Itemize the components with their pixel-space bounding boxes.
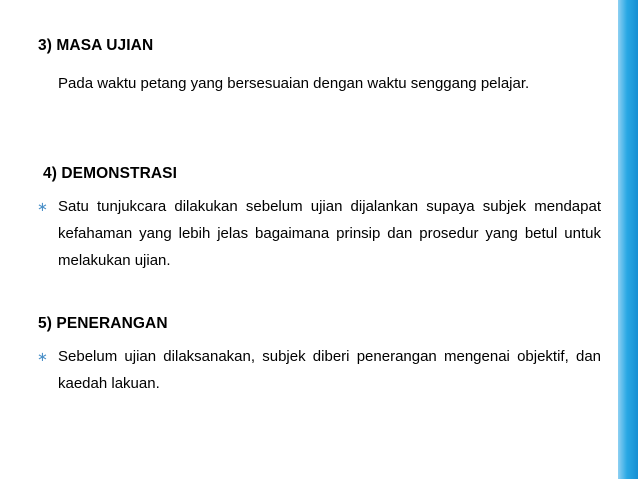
section-text-penerangan: Sebelum ujian dilaksanakan, subjek diberi penerangan mengenai objektif, dan kaedah lakuan.	[58, 348, 601, 392]
section-text-masa-ujian: Pada waktu petang yang bersesuaian dengan waktu senggang pelajar.	[58, 75, 530, 92]
section-heading-demonstrasi: 4) DEMONSTRASI	[43, 165, 178, 182]
section-heading-masa-ujian: 3) MASA UJIAN	[38, 37, 154, 54]
section-heading-penerangan: 5) PENERANGAN	[38, 315, 168, 332]
decorative-edge-bar	[618, 0, 638, 479]
bullet-icon: ∗	[37, 199, 48, 214]
section-text-demonstrasi: Satu tunjukcara dilakukan sebelum ujian dijalankan supaya subjek mendapat kefahaman yang lebih jelas bagaimana prinsip dan prosedur yang betul untuk melakukan ujian.	[58, 198, 601, 269]
bullet-icon: ∗	[37, 349, 48, 364]
